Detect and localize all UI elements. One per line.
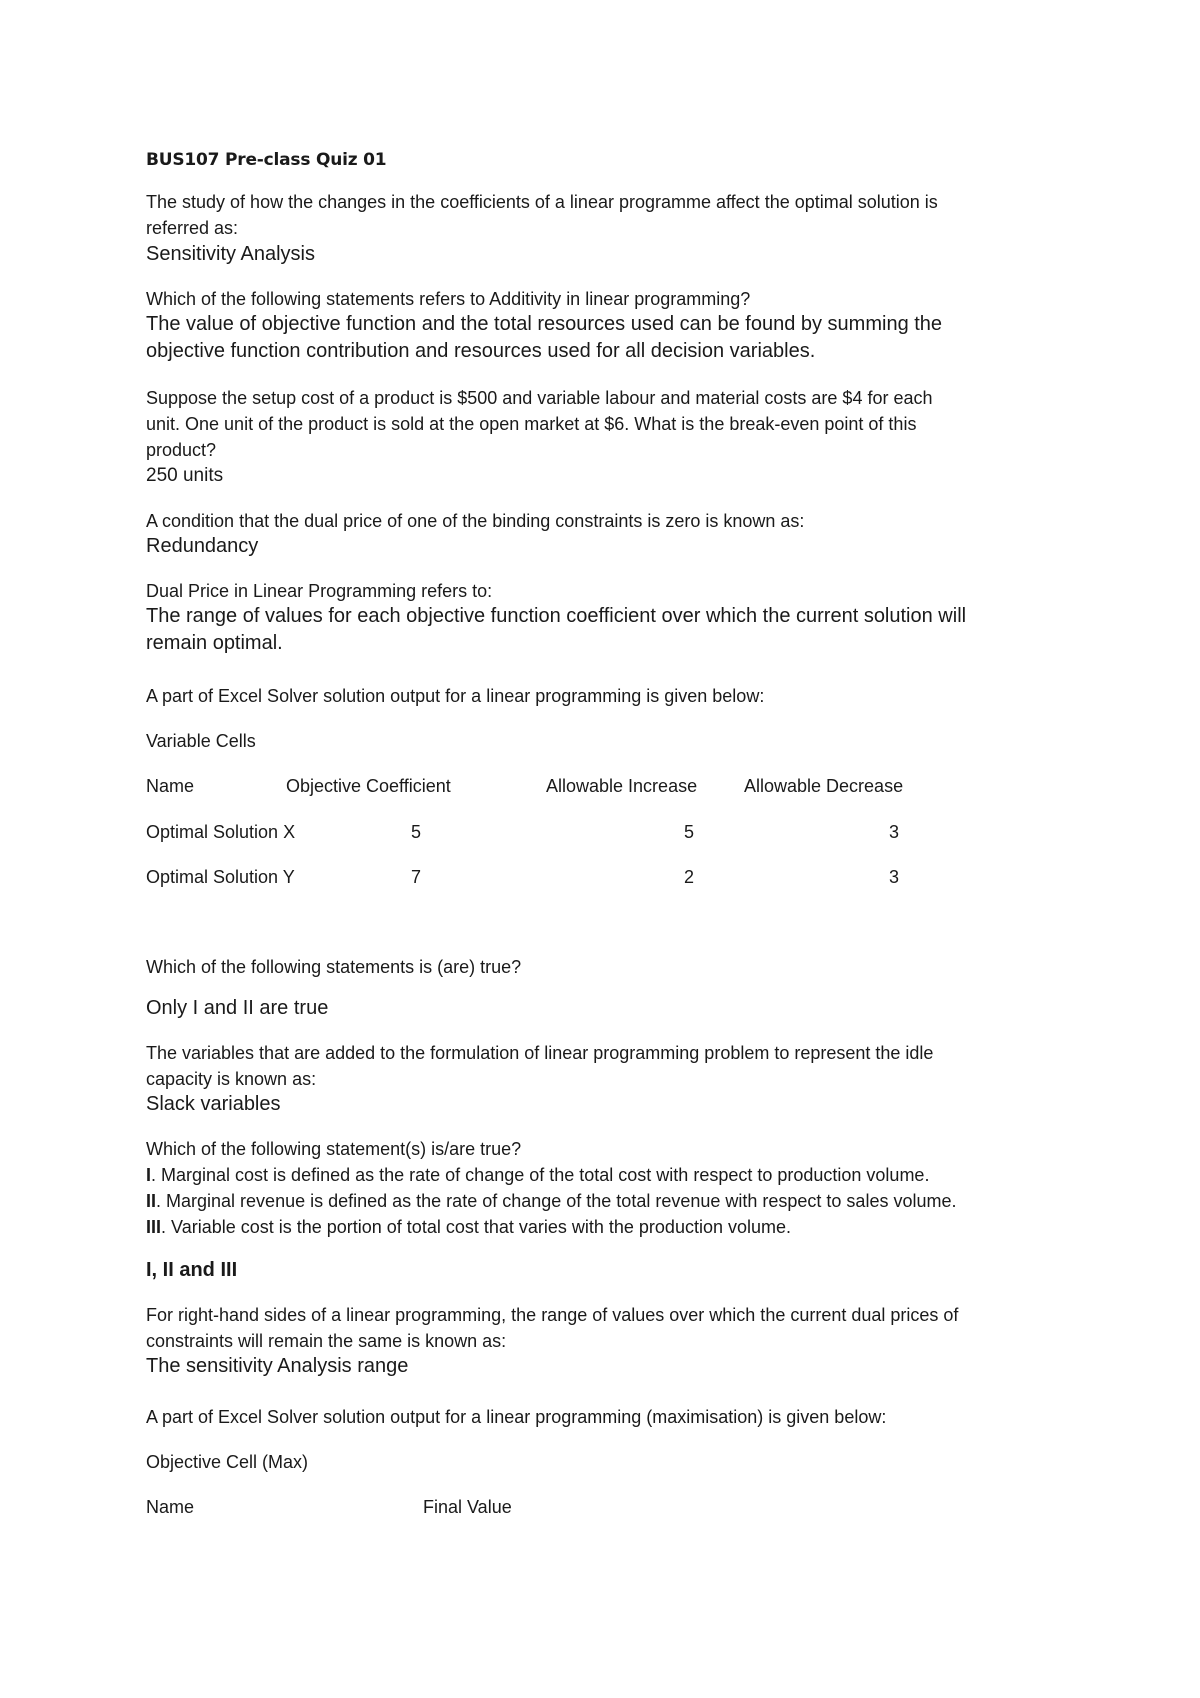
table-1-header-allowable-decrease: Allowable Decrease [744,776,904,796]
question-4: A condition that the dual price of one of the binding constraints is zero is known as: [146,511,805,531]
table-2-header-name: Name [146,1497,195,1517]
table-1-row-2-name: Optimal Solution Y [146,867,295,887]
table-1-row-1-name: Optimal Solution X [146,822,296,842]
table-1-row-2-allowable-increase: 2 [684,867,695,887]
question-7-line-1: The variables that are added to the formulation of linear programming problem to represent the idle [146,1043,934,1063]
statement-iii-numeral: III [146,1217,162,1237]
table-2-header-final-value: Final Value [423,1497,512,1517]
answer-4: Redundancy [146,535,259,557]
question-1-line-1: The study of how the changes in the coefficients of a linear programme affect the optimal solution is [146,192,938,212]
table-1-row-1-allowable-increase: 5 [684,822,695,842]
statement-i [146,1165,929,1186]
question-10-intro: A part of Excel Solver solution output for a linear programming (maximisation) is given below: [146,1407,887,1427]
variable-cells-label: Variable Cells [146,731,256,751]
page-title: BUS107 Pre-class Quiz 01 [146,150,387,170]
question-7-line-2: capacity is known as: [146,1069,317,1089]
question-2: Which of the following statements refers to Additivity in linear programming? [146,289,751,309]
table-1-row-2-objective-coefficient: 7 [411,867,422,887]
question-5: Dual Price in Linear Programming refers to: [146,581,493,601]
table-1-header-name: Name [146,776,195,796]
answer-7: Slack variables [146,1093,281,1115]
table-1-header-objective-coefficient: Objective Coefficient [286,776,451,796]
answer-8: I, II and III [146,1259,238,1281]
statement-iii-text: . Variable cost is the portion of total cost that varies with the production volume. [161,1217,792,1237]
question-8: Which of the following statement(s) is/are true? [146,1139,522,1159]
answer-5-line-2: remain optimal. [146,632,283,654]
statement-ii [146,1191,956,1212]
table-1-row-2-allowable-decrease: 3 [889,867,900,887]
table-1-row-1-objective-coefficient: 5 [411,822,422,842]
answer-9: The sensitivity Analysis range [146,1355,409,1377]
statement-iii [146,1217,791,1238]
answer-2-line-1: The value of objective function and the total resources used can be found by summing the [146,313,943,335]
question-1-line-2: referred as: [146,218,239,238]
statement-i-text: . Marginal cost is defined as the rate of change of the total cost with respect to production volume. [151,1165,930,1185]
answer-3: 250 units [146,465,224,486]
question-6-intro: A part of Excel Solver solution output for a linear programming is given below: [146,686,765,706]
question-3-line-2: unit. One unit of the product is sold at the open market at $6. What is the break-even point of this [146,414,917,434]
table-1-row-1-allowable-decrease: 3 [889,822,900,842]
question-9-line-1: For right-hand sides of a linear programming, the range of values over which the current dual prices of [146,1305,959,1325]
question-3-line-3: product? [146,440,217,460]
question-3-line-1: Suppose the setup cost of a product is $500 and variable labour and material costs are $4 for each [146,388,933,408]
answer-1: Sensitivity Analysis [146,243,315,265]
statement-i-numeral: I [146,1165,152,1185]
objective-cell-label: Objective Cell (Max) [146,1452,309,1472]
answer-5-line-1: The range of values for each objective function coefficient over which the current solution will [146,605,967,627]
answer-6: Only I and II are true [146,997,329,1019]
statement-ii-numeral: II [146,1191,157,1211]
statement-ii-text: . Marginal revenue is defined as the rate of change of the total revenue with respect to sales volume. [156,1191,957,1211]
question-6: Which of the following statements is (are) true? [146,957,522,977]
table-1-header-allowable-increase: Allowable Increase [546,776,698,796]
question-9-line-2: constraints will remain the same is known as: [146,1331,507,1351]
answer-2-line-2: objective function contribution and resources used for all decision variables. [146,340,816,362]
